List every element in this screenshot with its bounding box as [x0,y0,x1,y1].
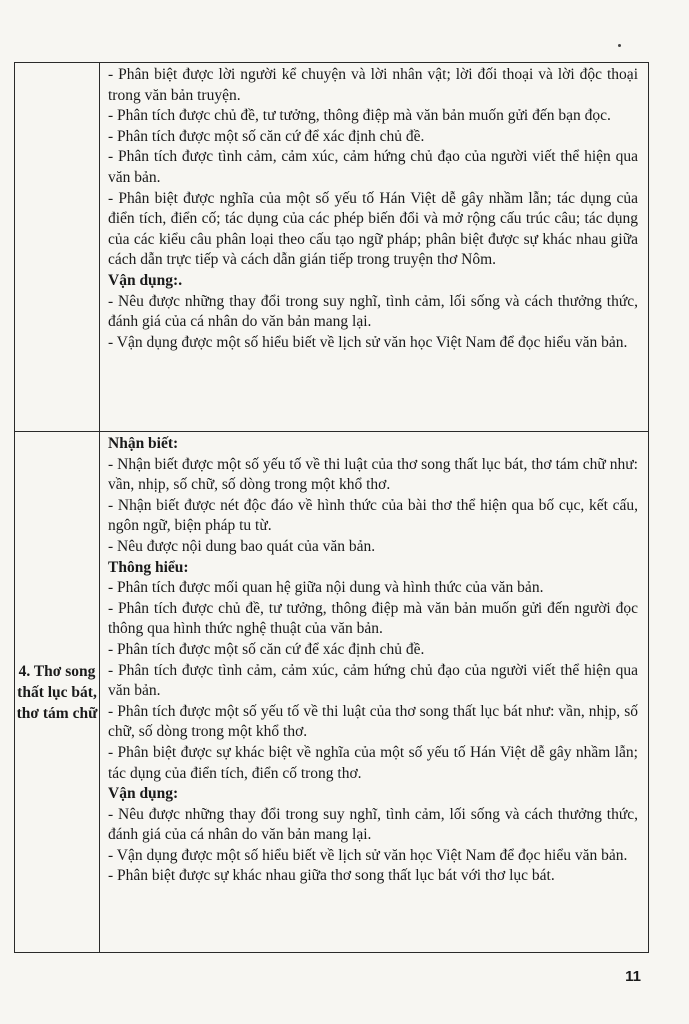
thong-hieu-heading: Thông hiểu: [108,558,189,576]
requirement-line: - Nêu được nội dung bao quát của văn bản. [108,537,376,555]
requirement-line: - Vận dụng được một số hiểu biết về lịch sử văn học Việt Nam để đọc hiểu văn bản. [108,846,628,864]
requirement-line: - Phân tích được một số căn cứ để xác định chủ đề. [108,127,425,145]
requirement-line: - Phân tích được một số yếu tố về thi luật của thơ song thất lục bát như: vần, nhịp, số chữ, số dòng trong một khổ thơ. [108,702,638,741]
van-dung-heading: Vận dụng: [108,785,179,803]
requirement-line: - Phân biệt được sự khác nhau giữa thơ song thất lục bát với thơ lục bát. [108,867,555,885]
topic-cell-empty [15,63,100,431]
page-number: 11 [625,968,641,985]
requirement-line: - Nêu được những thay đổi trong suy nghĩ, tình cảm, lối sống và cách thưởng thức, đánh giá của cá nhân do văn bản mang lại. [108,292,638,331]
nhan-biet-heading: Nhận biết: [108,435,179,452]
requirement-line: - Phân biệt được nghĩa của một số yếu tố Hán Việt dễ gây nhầm lẫn; tác dụng của điển tích, điển cố; tác dụng của các phép biến đổi và mở rộng cấu trúc câu; tác dụng của các kiểu câu phân loại theo cấu tạo ngữ pháp; phân biệt được sự khác nhau giữa cách dẫn trực tiếp và cách dẫn gián tiếp trong truyện thơ Nôm. [108,189,638,269]
topic-cell [15,432,100,952]
content-table [14,62,649,953]
requirement-line: - Phân biệt được sự khác biệt về nghĩa của một số yếu tố Hán Việt dễ gây nhầm lẫn; tác dụng của điển tích, điển cố trong thơ. [108,743,638,782]
requirement-line: - Phân tích được tình cảm, cảm xúc, cảm hứng chủ đạo của người viết thể hiện qua văn bản. [108,148,638,186]
requirement-line: - Phân tích được tình cảm, cảm xúc, cảm hứng chủ đạo của người viết thể hiện qua văn bản. [108,661,638,700]
requirement-line: - Nêu được những thay đổi trong suy nghĩ, tình cảm, lối sống và cách thưởng thức, đánh giá của cá nhân do văn bản mang lại. [108,805,638,844]
requirement-line: - Nhận biết được một số yếu tố về thi luật của thơ song thất lục bát, thơ tám chữ như: vần, nhịp, số chữ, số dòng trong một khổ thơ. [108,455,638,494]
topic-label: 4. Thơ song thất lục bát, thơ tám chữ [16,662,98,722]
table-row [15,63,648,431]
requirement-line: - Phân tích được chủ đề, tư tưởng, thông điệp mà văn bản muốn gửi đến người đọc thông qua hình thức nghệ thuật của văn bản. [108,599,638,638]
requirement-line: - Nhận biết được nét độc đáo về hình thức của bài thơ thể hiện qua bố cục, kết cấu, ngôn ngữ, biện pháp tu từ. [108,496,638,535]
requirement-line: - Phân tích được chủ đề, tư tưởng, thông điệp mà văn bản muốn gửi đến bạn đọc. [108,107,611,125]
speck-mark [618,44,621,47]
requirement-line: - Vận dụng được một số hiểu biết về lịch sử văn học Việt Nam để đọc hiểu văn bản. [108,333,628,351]
van-dung-heading: Vận dụng:. [108,271,183,289]
requirements-cell [100,63,648,431]
requirements-cell [100,432,648,952]
requirement-line: - Phân tích được một số căn cứ để xác định chủ đề. [108,640,425,658]
requirement-line: - Phân tích được mối quan hệ giữa nội dung và hình thức của văn bản. [108,579,544,597]
table-row [15,431,648,952]
requirement-line: - Phân biệt được lời người kể chuyện và lời nhân vật; lời đối thoại và lời độc thoại trong văn bản truyện. [108,66,638,104]
